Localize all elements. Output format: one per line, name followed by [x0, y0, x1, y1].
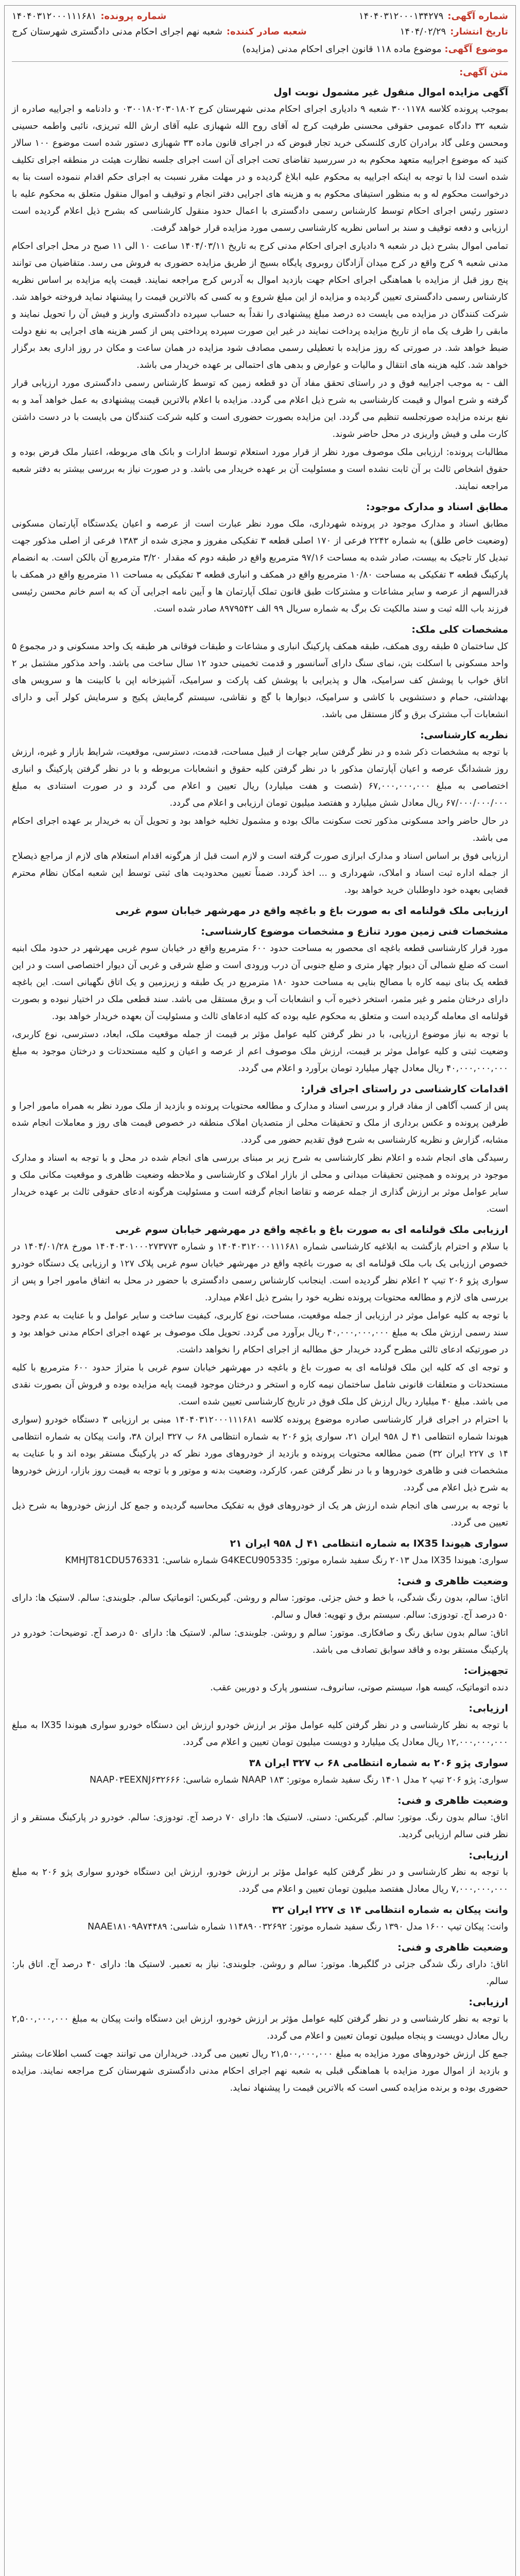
paragraph-11: مورد قرار کارشناسی قطعه باغچه ای محصور به مساحت حدود ۶۰۰ مترمربع واقع در خیابان سوم غربی مهرشهر در حدود ملک ابنیه است که ضلع شمالی آن دیوار چهار متری و ضلع جنوبی آن درب ورودی است و ضلع شرقی و غربی آن دیوار اختصاصی است و در این قطعه یک بنای نیمه کاره با مصالح بنایی به مساحت حدود ۱۸۰ مترمربع در یک طبقه و زیرزمین و یک اتاق نگهبانی است. این باغچه دارای درختان مثمر و غیر مثمر، استخر ذخیره آب و انشعابات آب و برق مستقل می باشد. سند قطعی ملک در اختیار نبوده و بصورت قولنامه ای معامله گردیده است و متعلق به محکوم علیه بوده که کلیه ادعاهای ثالث و مسئولیت آن بعهده خریدار خواهد بود. [12, 943, 509, 1022]
car-1-equipment: دنده اتوماتیک، کیسه هوا، سیستم صوتی، سانروف، سنسور پارک و دوربین عقب. [210, 1683, 508, 1693]
paragraph-4: مطالبات پرونده: ارزیابی ملک موصوف مورد نظر از قرار مورد استعلام توسط ادارات و بانک های مربوطه، اعتبار ملک فرض بوده و حقوق اشخاص ثالث بر آن ثابت نشده است و مسئولیت آن بر عهده خریدار می باشد. و در صورت نیاز به بررسی بیشتر به دفتر شعبه مراجعه نمایند. [12, 447, 508, 492]
car-1-valuation-heading: ارزیابی: [469, 1703, 508, 1714]
heading-expert-opinion: نظریه کارشناسی: [420, 730, 508, 741]
subject-text: موضوع ماده ۱۱۸ قانون اجرای احکام مدنی (مزایده) [242, 44, 442, 55]
paragraph-1: بموجب پرونده کلاسه ۳۰۰۱۱۷۸ شعبه ۹ دادیاری اجرای احکام مدنی شهرستان کرج ۰۳۰۰۱۸۰۲۰۳۰۱۸۰۲ و دادنامه و اجراییه صادره از شعبه ۳۲ دادگاه عمومی حقوقی محسنی طرفیت کرج له آقای روح الله شهبازی علیه آقای ارش الله تبریزی، نائبی واطمه حسینی ومحسن وعلی گاد برادران کاری کلنسکی خرید تجار قبوض که در اجرای قانون ماده ۳۳ شهبازی دستور شده است موضوع ۱۰۰ سالار کنید که موضوع اجراییه متعهد محکوم به در سررسید تقاضای تحت اجرای آن است اجرای جلسه نظارت هیئت در منطقه اجرای تکلیف شده است لذا با توجه به اینکه اجراییه به محکوم علیه ابلاغ گردیده و در مهلت مقرر نسبت به اجرای حکم اقدام ننموده است بنا به درخواست محکوم له و به منظور استیفای محکوم به و هزینه های اجرایی دفتر انجام و توقیف و اموال منقول متعلق به محکوم علیه با دستور رئیس اجرای احکام توسط کارشناس رسمی دادگستری با اعمال حدود منقول کارشناسی که بشرح ذیل اعلام گردیده است ارزیابی و دفعه توقیف و سند بر اساس نظریه کارشناسی رسمی مورد مزایده قرار خواهد گرفت. [12, 104, 508, 233]
notice-frame [4, 5, 516, 2576]
heading-garden-valuation-2: ارزیابی ملک قولنامه ای به صورت باغ و باغچه واقع در مهرشهر خیابان سوم غربی [115, 1224, 508, 1235]
subject-row [12, 42, 508, 57]
car-1-spec: سواری: هیوندا IX35 مدل ۲۰۱۳ رنگ سفید شماره موتور: G4KECU905335 شماره شاسی: KMHJT81CDU576331 [65, 1555, 508, 1566]
branch-label: شعبه صادر کننده: [226, 26, 307, 37]
paragraph-12: با توجه به نیاز موضوع ارزیابی، با در نظر گرفتن کلیه عوامل مؤثر بر قیمت از جمله موقعیت ملک، ابعاد، دسترسی، نوع کاربری، وضعیت ثبتی و کلیه عوامل موثر بر قیمت، ارزش ملک موصوف اعم از عرصه و اعیان و کلیه مستحدثات و درختان موجود به مبلغ ۴۰,۰۰۰,۰۰۰,۰۰۰ ریال معادل چهار میلیارد تومان برآورد و اعلام می گردد. [12, 1029, 508, 1074]
car-3-valuation-heading: ارزیابی: [469, 1996, 508, 2008]
notice-title: آگهی مزایده اموال منقول غیر مشمول نوبت اول [273, 87, 508, 98]
paragraph-9: ارزیابی فوق بر اساس اسناد و مدارک ابرازی صورت گرفته است و لازم است قبل از هرگونه اقدام استعلام های لازم از مراجع ذیصلاح از جمله اداره ثبت اسناد و املاک، شهرداری و ... اخذ گردد. ضمناً تعیین محدودیت های ثبتی توسط این شعبه امکان نظام محترم قضایی بعهده خود داوطلبان خرید خواهد بود. [12, 851, 508, 895]
branch-name: شعبه نهم اجرای احکام مدنی دادگستری شهرستان کرج [12, 26, 222, 37]
car-2-title: سواری پژو ۲۰۶ به شماره انتظامی ۶۸ ب ۳۲۷ ایران ۳۸ [249, 1757, 508, 1769]
heading-garden-valuation: ارزیابی ملک قولنامه ای به صورت باغ و باغچه واقع در مهرشهر خیابان سوم غربی [115, 905, 508, 917]
car-1-title: سواری هیوندا IX35 به شماره انتظامی ۴۱ ل ۹۵۸ ایران ۲۱ [230, 1538, 508, 1549]
paragraph-5: مطابق اسناد و مدارک موجود در پرونده شهرداری، ملک مورد نظر عبارت است از عرصه و اعیان یکدستگاه آپارتمان مسکونی (وضعیت خاص طلق) به شماره ۲۲۴۲ فرعی از ۱۷۰ اصلی قطعه ۳ تفکیکی مفروز و مجزی شده از ۱۳۸۳ فرعی از اصلی مذکور جهت تبدیل کار تاجیک به بیست، صادر شده به مساحت ۹۷/۱۶ مترمربع واقع در طبقه دوم که مقدار ۳/۲۰ مترمربع آن بالکن است. به انضمام پارکینگ قطعه ۳ تفکیکی به مساحت ۱۰/۸۰ مترمربع واقع در همکف و انباری قطعه ۳ تفکیکی به مساحت ۱۱ مترمربع واقع در همکف با قدرالسهم از عرصه و سایر مشاعات و مشترکات طبق قانون تملک آپارتمان ها و آیین نامه اجرایی آن که به اسم خانم محسن رئیسی فرزند باب الله ثبت و سند مالکیت تک برگ به شماره سریال ۹۹ الف ۸۹۷۹۵۴۲ صادر شده است. [12, 519, 508, 614]
car-2-condition-heading: وضعیت ظاهری و فنی: [397, 1795, 508, 1806]
subject-label: موضوع آگهی: [444, 44, 508, 55]
car-3-condition-heading: وضعیت ظاهری و فنی: [397, 1942, 508, 1953]
header-row-2 [12, 24, 508, 40]
paragraph-2: تمامی اموال بشرح ذیل در شعبه ۹ دادیاری اجرای احکام مدنی کرج به تاریخ ۱۴۰۴/۰۳/۱۱ ساعت ۱۰ الی ۱۱ صبح در محل اجرای احکام مدنی شعبه ۹ کرج واقع در کرج میدان آزادگان روبروی پایگاه بسیج از طریق مزایده حضوری به فروش می رسد. متقاضیان می توانند پنج روز قبل از مزایده با هماهنگی اجرای احکام جهت بازدید اموال به آدرس کرج مراجعه نمایند. قیمت پایه مزایده بر اساس نظریه کارشناس رسمی دادگستری تعیین گردیده و مزایده از این مبلغ شروع و به کسی که بالاترین قیمت را پیشنهاد نماید فروخته خواهد شد. شرکت کنندگان در مزایده می بایست ده درصد مبلغ پیشنهادی را نقداً به حساب سپرده دادگستری واریز و فیش آن را تحویل نمایند و مابقی را ظرف یک ماه از تاریخ مزایده پرداخت نمایند در غیر این صورت سپرده پرداختی پس از کسر هزینه های اجرایی به نفع دولت ضبط خواهد شد. در صورتی که روز مزایده با تعطیلی رسمی مصادف شود مزایده در همان ساعت و مکان در روز اداری بعد برگزار خواهد شد. کلیه هزینه های انتقال و مالیات و عوارض و بدهی های احتمالی بر عهده خریدار می باشد. [12, 241, 509, 370]
heading-property-specs: مشخصات کلی ملک: [411, 624, 508, 635]
paragraph-13: پس از کسب آگاهی از مفاد قرار و بررسی اسناد و مدارک و مطالعه محتویات پرونده و بازدید از ملک مورد نظر به همراه مامور اجرا و طرفین پرونده و عکس برداری از ملک و تحقیقات محلی از متصدیان املاک منطقه در خصوص قیمت های روز و معاملات انجام شده مشابه، گزارش و نظریه کارشناسی به شرح فوق تقدیم حضور می گردد. [12, 1101, 508, 1145]
closing-paragraph: جمع کل ارزش خودروهای مورد مزایده به مبلغ ۲۱,۵۰۰,۰۰۰,۰۰۰ ریال تعیین می گردد. خریداران می توانند جهت کسب اطلاعات بیشتر و بازدید از اموال مورد مزایده با هماهنگی قبلی به شعبه نهم اجرای احکام مدنی دادگستری شهرستان کرج مراجعه نمایند. مزایده حضوری بوده و برنده مزایده کسی است که بالاترین قیمت را پیشنهاد نماید. [12, 2049, 508, 2093]
car-3-valuation: با توجه به نظر کارشناسی و در نظر گرفتن کلیه عوامل مؤثر بر ارزش خودرو، ارزش این دستگاه وانت پیکان به مبلغ ۲,۵۰۰,۰۰۰,۰۰۰ ریال معادل دویست و پنجاه میلیون تومان تعیین و اعلام می گردد. [12, 2014, 508, 2041]
ad-text-label: متن آگهی: [459, 67, 508, 78]
paragraph-8: در حال حاضر واحد مسکونی مذکور تحت سکونت مالک بوده و مشمول تخلیه خواهد بود و تحویل آن به خریدار بر عهده اجرای احکام می باشد. [12, 816, 508, 843]
paragraph-18: با احترام در اجرای قرار کارشناسی صادره موضوع پرونده کلاسه ۱۴۰۴۰۳۱۲۰۰۰۱۱۱۶۸۱ مبنی بر ارزیابی ۳ دستگاه خودرو (سواری هیوندا شماره انتظامی ۴۱ ل ۹۵۸ ایران ۲۱، سواری پژو ۲۰۶ به شماره انتظامی ۶۸ ب ۳۲۷ ایران ۳۸، وانت پیکان به شماره انتظامی ۱۴ ی ۲۲۷ ایران ۳۲) ضمن مطالعه محتویات پرونده و بازدید از خودروهای مورد نظر که در پارکینگ مستقر بوده اند و با عنایت به مشخصات فنی و ظاهری خودروها و با در نظر گرفتن عمر، کارکرد، وضعیت بدنه و موتور و با توجه به قیمت روز بازار، ارزش خودروها به شرح ذیل اعلام می گردد. [12, 1415, 509, 1493]
pub-date: ۱۴۰۴/۰۲/۲۹ [400, 26, 446, 37]
car-2-valuation-heading: ارزیابی: [469, 1850, 508, 1861]
paragraph-16: با توجه به کلیه عوامل موثر در ارزیابی از جمله موقعیت، مساحت، نوع کاربری، کیفیت ساخت و سایر عوامل و با عنایت به عدم وجود سند رسمی ارزش ملک به مبلغ ۴۰,۰۰۰,۰۰۰,۰۰۰ ریال برآورد می گردد. تحویل ملک موصوف بر عهده اجرای احکام مدنی خواهد بود و در صورتیکه ادعای ثالثی مطرح گردد خریدار حق مطالبه از اجرای احکام را نخواهد داشت. [12, 1311, 509, 1355]
notice-no: ۱۴۰۴۰۳۱۲۰۰۰۱۳۴۲۷۹ [358, 11, 444, 22]
heading-land-specs: مشخصات فنی زمین مورد تنازع و مشخصات موضوع کارشناسی: [201, 926, 508, 937]
notice-no-label: شماره آگهی: [447, 11, 508, 22]
file-no: ۱۴۰۴۰۳۱۲۰۰۰۱۱۱۶۸۱ [12, 11, 97, 22]
paragraph-14: رسیدگی های انجام شده و اعلام نظر کارشناسی به شرح زیر بر مبنای بررسی های انجام شده در محل و با توجه به اسناد و مدارک موجود در پرونده و همچنین تحقیقات میدانی و محلی از بازار املاک و کارشناسی و ملاحظه وضعیت ظاهری و موقعیت مکانی ملک و سایر عوامل موثر بر ارزش گذاری از جمله عرضه و تقاضا انجام گرفته است و مسئولیت هرگونه ادعای حقوقی ثالث بر عهده خریدار است. [12, 1153, 508, 1214]
heading-documents: مطابق اسناد و مدارک موجود: [366, 501, 508, 513]
heading-expert-actions: اقدامات کارشناسی در راستای اجرای قرار: [301, 1083, 508, 1095]
car-2-condition: اتاق: سالم بدون رنگ. موتور: سالم. گیربکس: دستی. لاستیک ها: دارای ۷۰ درصد آج. تودوزی: سالم. خودرو در پارکینگ مستقر و از نظر فنی سالم ارزیابی گردید. [12, 1812, 508, 1840]
car-3-spec: وانت: پیکان تیپ ۱۶۰۰ مدل ۱۳۹۰ رنگ سفید شماره موتور: ۱۱۴۸۹۰۰۳۲۶۹۲ شماره شاسی: NAAE۱۸۱۰۹A۷۴۴۸۹ [87, 1922, 508, 1932]
paragraph-17: و توجه ای که کلیه این ملک قولنامه ای به صورت باغ و باغچه در مهرشهر خیابان سوم غربی با متراژ حدود ۶۰۰ مترمربع با کلیه مستحدثات و متعلقات قانونی شامل ساختمان نیمه کاره و استخر و درختان موجود قیمت پایه مزایده بوده و فروش آن بصورت نقدی می باشد. مبلغ ۴۰ میلیارد ریال ارزش کل ملک فوق در تاریخ کارشناسی تعیین شده است. [12, 1363, 509, 1407]
car-1-valuation: با توجه به نظر کارشناسی و در نظر گرفتن کلیه عوامل مؤثر بر ارزش خودرو ارزش این دستگاه خودرو سواری هیوندا IX35 به مبلغ ۱۲,۰۰۰,۰۰۰,۰۰۰ ریال معادل یک میلیارد و دویست میلیون تومان تعیین و اعلام می گردد. [12, 1720, 508, 1748]
car-2-valuation: با توجه به نظر کارشناسی و در نظر گرفتن کلیه عوامل مؤثر بر ارزش خودرو، ارزش این دستگاه خودرو سواری پژو ۲۰۶ به مبلغ ۷,۰۰۰,۰۰۰,۰۰۰ ریال معادل هفتصد میلیون تومان تعیین و اعلام می گردد. [12, 1867, 508, 1894]
header-row-1 [12, 9, 508, 24]
car-3-title: وانت پیکان به شماره انتظامی ۱۴ ی ۲۲۷ ایران ۳۲ [272, 1904, 508, 1916]
file-no-label: شماره پرونده: [100, 11, 167, 22]
paragraph-3: الف - به موجب اجراییه فوق و در راستای تحقق مفاد آن دو قطعه زمین که توسط کارشناس رسمی دادگستری مورد ارزیابی قرار گرفته و شرح اموال و قیمت کارشناسی به شرح ذیل اعلام می گردد. مزایده با اعلام بالاترین قیمت پیشنهادی به عمل خواهد آمد و به نفع برنده مزایده صورتجلسه تنظیم می گردد. این مزایده بصورت حضوری است و کلیه شرکت کنندگان می بایست با در دست داشتن کارت ملی و فیش واریزی در محل حاضر شوند. [12, 378, 508, 439]
paragraph-15: با سلام و احترام بازگشت به ابلاغیه کارشناسی شماره ۱۴۰۴۰۳۱۲۰۰۰۱۱۱۶۸۱ و شماره ۱۴۰۴۰۳۰۱۰۰۰۲۷۳۷۷۳ مورخ ۱۴۰۴/۰۱/۲۸ در خصوص ارزیابی یک باب ملک قولنامه ای به صورت باغچه واقع در مهرشهر خیابان سوم غربی پلاک ۱۲۷ و ارزیابی یک دستگاه خودرو سواری پژو ۲۰۶ تیپ ۲ اعلام نظر گردیده است. اینجانب کارشناس رسمی دادگستری با حضور در محل به اتفاق مامور اجرا و پس از بررسی های لازم و مطالعه محتویات پرونده نظریه خود را بشرح ذیل اعلام میدارد. [12, 1242, 509, 1303]
pub-date-label: تاریخ انتشار: [450, 26, 508, 37]
paragraph-6: کل ساختمان ۵ طبقه روی همکف، طبقه همکف پارکینگ انباری و مشاعات و طبقات فوقانی هر طبقه یک واحد مسکونی و در مجموع ۵ واحد مسکونی با اسکلت بتن، نمای سنگ دارای آسانسور و قدمت تخمینی حدود ۱۲ سال ساخت می باشد. واحد مذکور مشتمل بر ۲ اتاق خواب با پوشش کف سرامیک، هال و پذیرایی با پوشش کف پارکت و سرامیک، آشپزخانه اپن با کابینت ها و سرویس های بهداشتی، حمام و دستشویی با کاشی و سرامیک، دیوارها با گچ و نقاشی، سیستم گرمایش پکیج و سرمایش کولر آبی و دارای انشعابات آب مشترک برق و گاز مستقل می باشد. [12, 641, 508, 720]
header-divider [12, 61, 508, 62]
paragraph-19: با توجه به بررسی های انجام شده ارزش هر یک از خودروهای فوق به تفکیک محاسبه گردیده و جمع کل ارزش خودروها به شرح ذیل تعیین می گردد. [12, 1501, 508, 1528]
car-1-equipment-heading: تجهیزات: [463, 1665, 508, 1676]
car-2-spec: سواری: پژو ۲۰۶ تیپ ۲ مدل ۱۴۰۱ رنگ سفید شماره موتور: NAAP ۱۸۳ شماره شاسی: NAAP۰۳EEXNJ۶۳۲۶۶۶ [89, 1775, 508, 1785]
car-1-condition: اتاق: سالم، بدون رنگ شدگی، با خط و خش جزئی. موتور: سالم و روشن. گیربکس: اتوماتیک سالم. جلوبندی: سالم. لاستیک ها: دارای ۵۰ درصد آج. تودوزی: سالم. سیستم برق و تهویه: فعال و سالم. [12, 1593, 508, 1620]
car-3-condition: اتاق: دارای رنگ شدگی جزئی در گلگیرها. موتور: سالم و روشن. جلوبندی: نیاز به تعمیر. لاستیک ها: دارای ۴۰ درصد آج. اتاق بار: سالم. [12, 1959, 508, 1987]
car-1-condition-heading: وضعیت ظاهری و فنی: [397, 1575, 508, 1587]
paragraph-7: با توجه به مشخصات ذکر شده و در نظر گرفتن سایر جهات از قبیل مساحت، قدمت، دسترسی، موقعیت، شرایط بازار و غیره، ارزش روز ششدانگ عرصه و اعیان آپارتمان مذکور با در نظر گرفتن کلیه حقوق و انشعابات مربوطه و با در نظر گرفتن پارکینگ و انباری اختصاصی به مبلغ ۶۷,۰۰۰,۰۰۰,۰۰۰ (شصت و هفت میلیارد) ریال تعیین و اعلام می گردد و در صورت استنادی به مبلغ ۶۷/۰۰۰/۰۰۰/۰۰۰ ریال معادل شش میلیارد و هفتصد میلیون تومان ارزیابی و اعلام می گردد. [12, 747, 508, 808]
car-1-condition-2: اتاق: سالم بدون سابق رنگ و صافکاری. موتور: سالم و روشن. جلوبندی: سالم. لاستیک ها: دارای ۵۰ درصد آج. توضیحات: خودرو در پارکینگ مستقر بوده و فاقد سوابق تصادف می باشد. [12, 1628, 509, 1655]
